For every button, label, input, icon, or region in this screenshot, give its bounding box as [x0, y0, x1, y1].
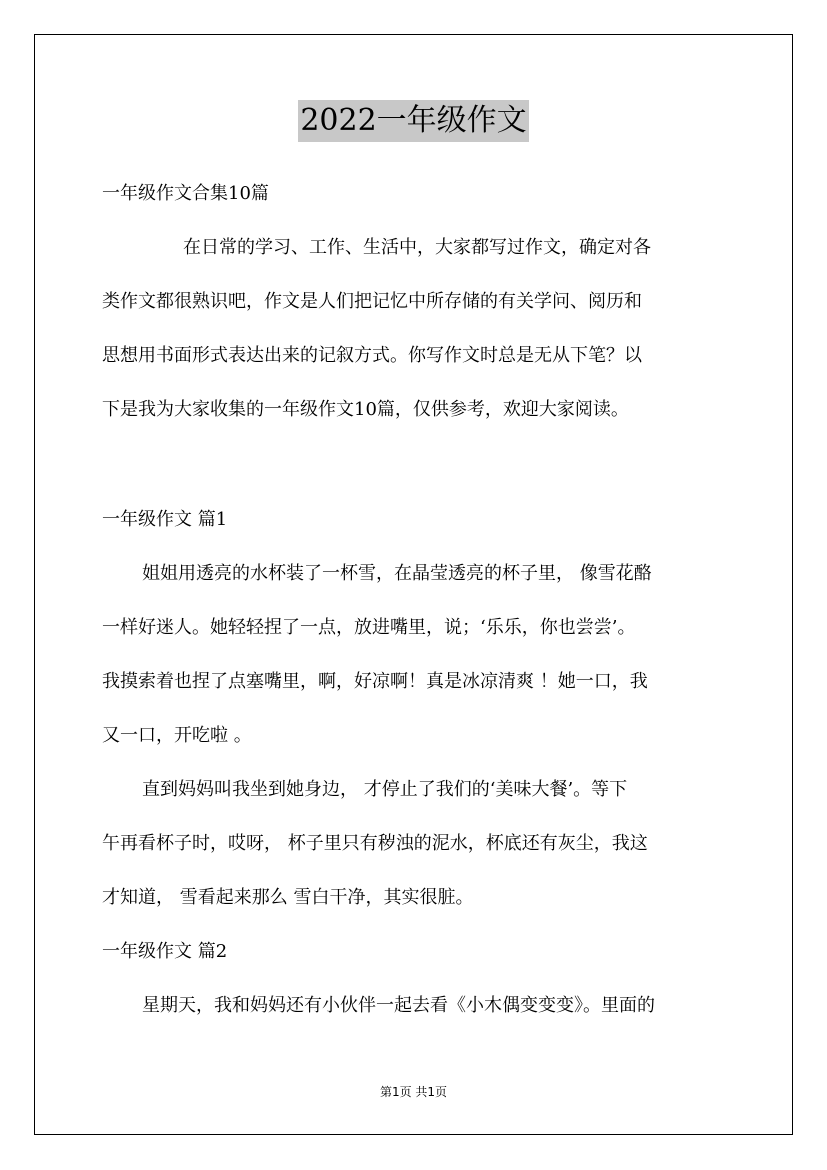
section-1-p1-line-4: 又一口，开吃啦 。: [102, 725, 252, 746]
section-1-p1-line-3: 我摸索着也捏了点塞嘴里，啊，好凉啊！真是冰凉清爽 ！她一口，我: [102, 671, 648, 692]
section-2-heading: 一年级作文 篇2: [102, 941, 228, 962]
page-footer: 第1页 共1页: [379, 1085, 448, 1099]
document-subtitle: 一年级作文合集10篇: [102, 183, 269, 204]
section-1-p1-line-2: 一样好迷人。她轻轻捏了一点，放进嘴里，说；‘乐乐，你也尝尝’。: [102, 617, 636, 638]
title-container: [0, 100, 827, 142]
section-1-p2-line-1: 直到妈妈叫我坐到她身边， 才停止了我们的‘美味大餐’。等下: [142, 779, 628, 800]
section-1-p2-line-2: 午再看杯子时，哎呀， 杯子里只有秽浊的泥水，杯底还有灰尘，我这: [102, 833, 648, 854]
section-1-p1-line-1: 姐姐用透亮的水杯装了一杯雪，在晶莹透亮的杯子里， 像雪花酪: [142, 563, 652, 584]
document-title: 2022一年级作文: [298, 100, 528, 142]
intro-line-4: 下是我为大家收集的一年级作文10篇，仅供参考，欢迎大家阅读。: [102, 399, 629, 420]
intro-line-3: 思想用书面形式表达出来的记叙方式。你写作文时总是无从下笔？以: [102, 345, 642, 366]
section-1-p2-line-3: 才知道， 雪看起来那么 雪白干净，其实很脏。: [102, 887, 474, 908]
intro-line-2: 类作文都很熟识吧，作文是人们把记忆中所存储的有关学问、阅历和: [102, 291, 642, 312]
section-1-heading: 一年级作文 篇1: [102, 509, 228, 530]
section-2-p1-line-1: 星期天，我和妈妈还有小伙伴一起去看《小木偶变变变》。里面的: [142, 995, 655, 1016]
intro-line-1: 在日常的学习、工作、生活中，大家都写过作文，确定对各: [183, 237, 651, 258]
